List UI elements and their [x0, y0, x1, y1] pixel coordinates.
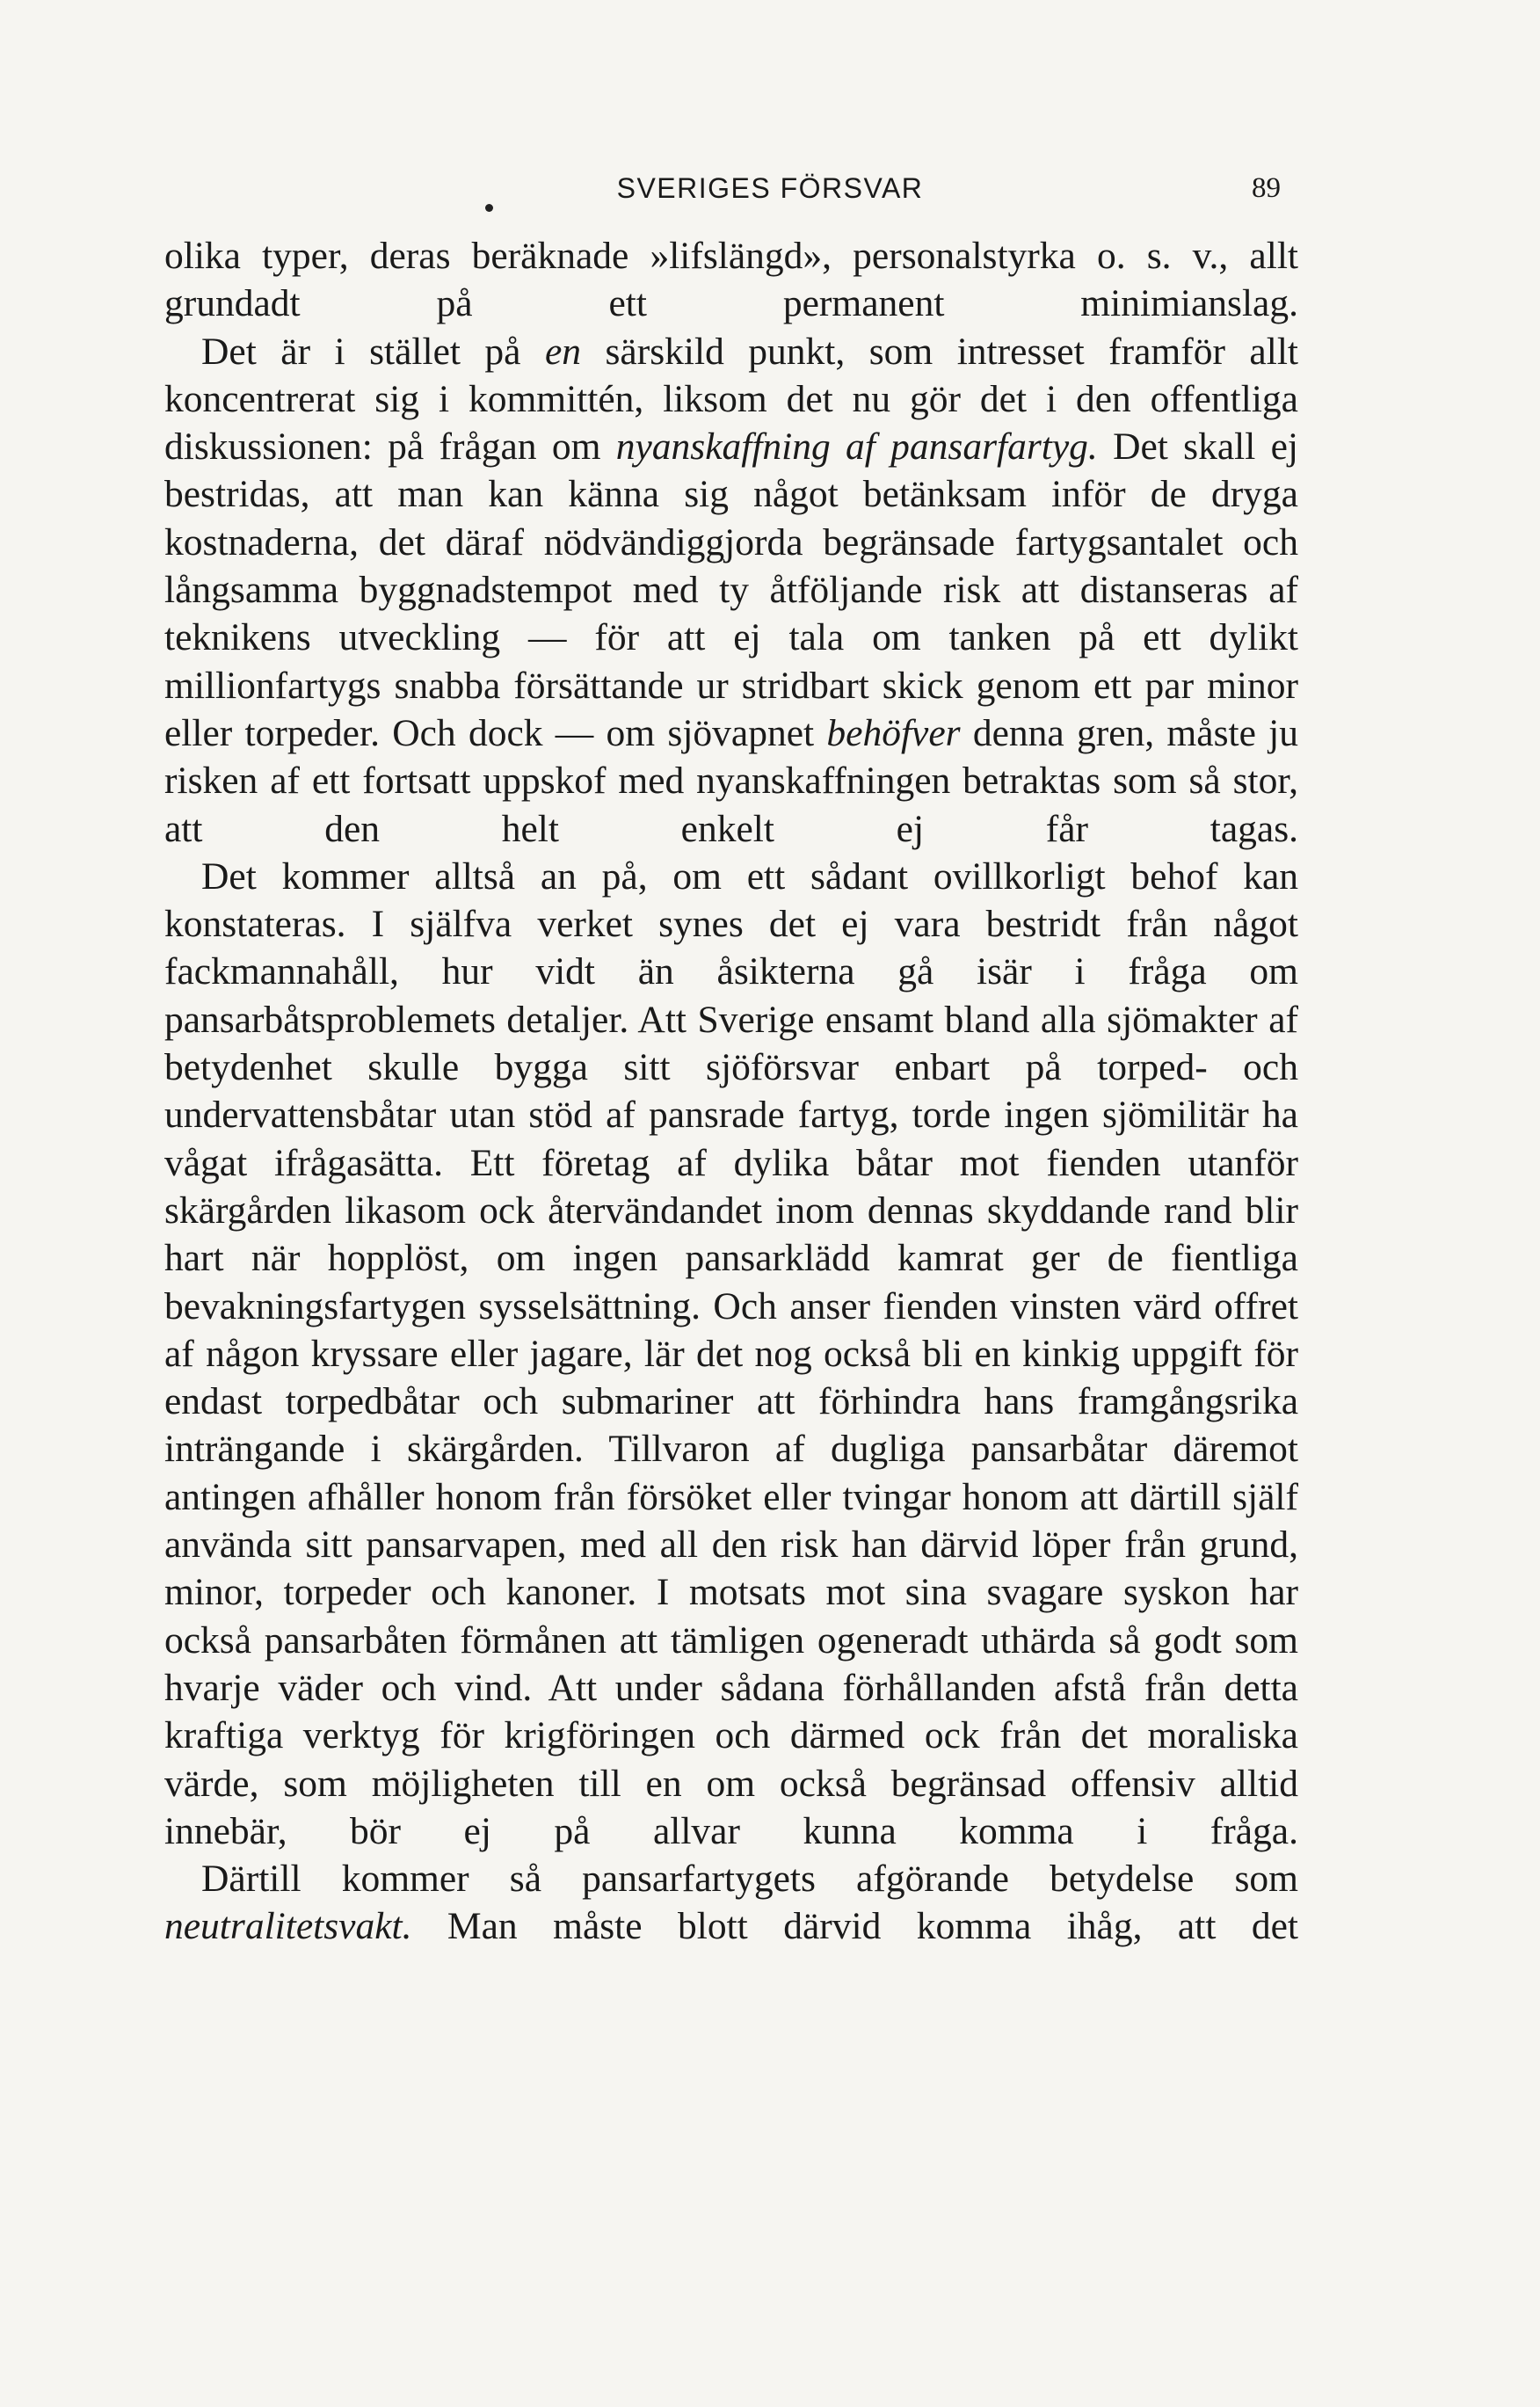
paragraph-2-text: Det skall ej bestridas, att man kan känna sig något betänksam inför de dryga kostnaderna, det däraf nödvändiggjorda begränsade fartygsantalet och långsamma byggnadstempot med ty åtföljande risk att distanseras af teknikens utveckling — för att ej tala om tanken på ett dylikt millionfartygs snabba försättande ur stridbart skick genom ett par minor eller torpeder. Och dock — om sjövapnet [164, 425, 1298, 754]
paragraph-2-text: särskild punkt, som intresset framför allt koncentrerat sig i kommittén, liksom det nu gör det i den offentliga diskussionen: på frågan om [164, 330, 1298, 469]
italic-emphasis: neutralitetsvakt. [164, 1905, 412, 1948]
page-header [0, 172, 1540, 216]
running-head: SVERIGES FÖRSVAR [616, 172, 924, 204]
paragraph-4-text: Därtill kommer så pansarfartygets afgörande betydelse som [201, 1858, 1298, 1901]
italic-emphasis: behöfver [826, 711, 961, 754]
paragraph-1-text: olika typer, deras beräknade »lifslängd», personalstyrka o. s. v., allt grundadt på ett permanent minimianslag. [164, 235, 1298, 325]
italic-emphasis: en [544, 330, 582, 373]
paragraph-2-text: Det är i stället på [201, 330, 545, 373]
paragraph-3-text: Det kommer alltså an på, om ett sådant ovillkorligt behof kan konstateras. I själfva verket synes det ej vara bestridt från något fackmannahåll, hur vidt än åsikterna gå isär i fråga om pansarbåtsproblemets detaljer. Att Sverige ensamt bland alla sjömakter af betydenhet skulle bygga sitt sjöförsvar enbart på torped- och undervattensbåtar utan stöd af pansrade fartyg, torde ingen sjömilitär ha vågat ifrågasätta. Ett företag af dylika båtar mot fienden utanför skärgården likasom ock återvändandet inom dennas skyddande rand blir hart när hopplöst, om ingen pansarklädd kamrat ger de fientliga bevakningsfartygen sysselsättning. Och anser fienden vinsten värd offret af någon kryssare eller jagare, lär det nog också bli en kinkig uppgift för endast torpedbåtar och submariner att förhindra hans framgångsrika inträngande i skärgården. Tillvaron af dugliga pansarbåtar däremot antingen afhåller honom från försöket eller tvingar honom att därtill själf använda sitt pansarvapen, med all den risk han därvid löper från grund, minor, torpeder och kanoner. I motsats mot sina svagare syskon har också pansarbåten förmånen att tämligen ogeneradt uthärda så godt som hvarje väder och vind. Att under sådana förhållanden afstå från detta kraftiga verktyg för krigföringen och därmed ock från det moraliska värde, som möjligheten till en om också begränsad offensiv alltid innebär, bör ej på allvar kunna komma i fråga. [164, 854, 1298, 1852]
page-number: 89 [1252, 172, 1281, 204]
paragraph-1 [164, 232, 1298, 328]
paragraph-2-text: denna gren, måste ju risken af ett fortsatt uppskof med nyanskaffningen betraktas som så stor, att den helt enkelt ej får tagas. [164, 711, 1298, 850]
paragraph-2 [164, 328, 1298, 853]
paragraph-4 [164, 1855, 1298, 1951]
print-dot-mark [485, 204, 493, 212]
paragraph-4-text: Man måste blott därvid komma ihåg, att det [411, 1905, 1298, 1948]
body-text [164, 232, 1298, 1951]
paragraph-3 [164, 853, 1298, 1855]
italic-emphasis: nyanskaffning af pansarfartyg. [615, 425, 1098, 469]
